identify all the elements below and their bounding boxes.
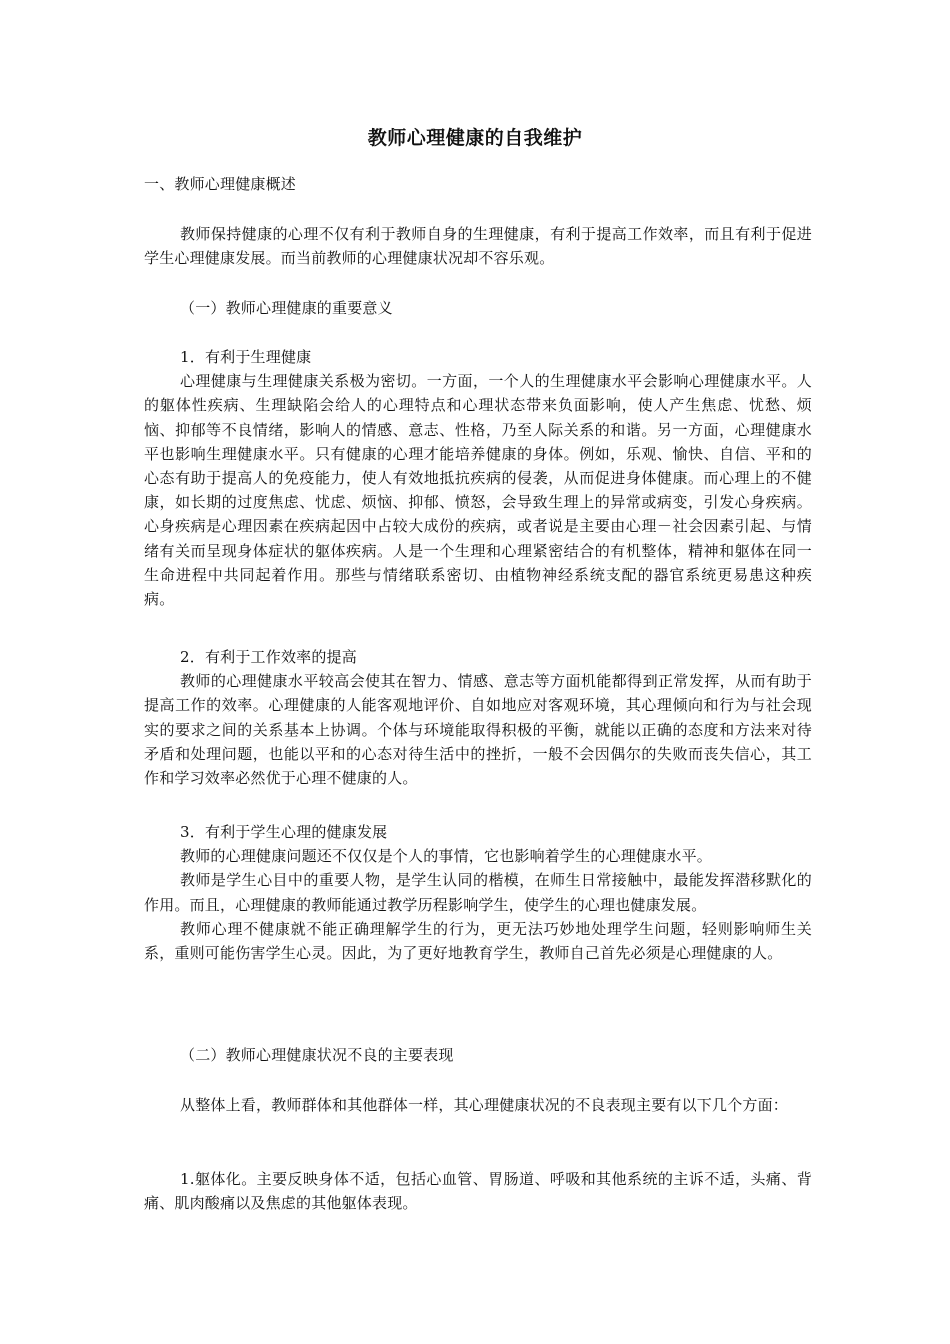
- subsection2-heading: （二）教师心理健康状况不良的主要表现: [180, 1046, 454, 1064]
- section1-heading-block: [144, 172, 812, 196]
- item3-paragraph-3: 教师心理不健康就不能正确理解学生的行为，更无法巧妙地处理学生问题，轻则影响师生关系，重则可能伤害学生心灵。因此，为了更好地教育学生，教师自己首先必须是心理健康的人。: [144, 919, 812, 963]
- subsection2-intro-block: [144, 1093, 812, 1117]
- item3-paragraph-2: 教师是学生心目中的重要人物，是学生认同的楷模，在师生日常接触中，最能发挥潜移默化的作用。而且，心理健康的教师能通过教学历程影响学生，使学生的心理也健康发展。: [144, 871, 812, 914]
- document-title: 教师心理健康的自我维护: [367, 127, 583, 149]
- item1-paragraph: 心理健康与生理健康关系极为密切。一方面，一个人的生理健康水平会影响心理健康水平。人的躯体性疾病、生理缺陷会给人的心理特点和心理状态带来负面影响，使人产生焦虑、忧愁、烦恼、抑郁等不良情绪，影响人的情感、意志、性格，乃至人际关系的和谐。另一方面，心理健康水平也影响生理健康水平。只有健康的心理才能培养健康的身体。例如，乐观、愉快、自信、平和的心态有助于提高人的免疫能力，使人有效地抵抗疾病的侵袭，从而促进身体健康。而心理上的不健康，如长期的过度焦虑、忧虑、烦恼、抑郁、愤怒，会导致生理上的异常或病变，引发心身疾病。心身疾病是心理因素在疾病起因中占较大成份的疾病，或者说是主要由心理－社会因素引起、与情绪有关而呈现身体症状的躯体疾病。人是一个生理和心理紧密结合的有机整体，精神和躯体在同一生命进程中共同起着作用。那些与情绪联系密切、由植物神经系统支配的器官系统更易患这种疾病。: [144, 372, 812, 609]
- subsection1-heading-block: [144, 296, 812, 320]
- section1-intro-paragraph: 教师保持健康的心理不仅有利于教师自身的生理健康，有利于提高工作效率，而且有利于促进学生心理健康发展。而当前教师的心理健康状况却不容乐观。: [144, 225, 812, 268]
- section1-intro-block: [144, 222, 812, 270]
- subsection1-heading: （一）教师心理健康的重要意义: [180, 299, 393, 317]
- section1-heading: 一、教师心理健康概述: [144, 175, 297, 193]
- item1-block: [144, 345, 812, 611]
- subsection2-item1-block: [144, 1167, 812, 1215]
- item3-block: [144, 820, 812, 965]
- subsection2-item1-paragraph: 1.躯体化。主要反映身体不适，包括心血管、胃肠道、呼吸和其他系统的主诉不适，头痛、背痛、肌肉酸痛以及焦虑的其他躯体表现。: [144, 1170, 812, 1213]
- subsection2-intro-paragraph: 从整体上看，教师群体和其他群体一样，其心理健康状况的不良表现主要有以下几个方面：: [180, 1096, 789, 1114]
- item3-paragraph-1: 教师的心理健康问题还不仅仅是个人的事情，它也影响着学生的心理健康水平。: [180, 847, 713, 866]
- item2-paragraph: 教师的心理健康水平较高会使其在智力、情感、意志等方面机能都得到正常发挥，从而有助于提高工作的效率。心理健康的人能客观地评价、自如地应对客观环境，其心理倾向和行为与社会现实的要求之间的关系基本上协调。个体与环境能取得积极的平衡，就能以正确的态度和方法来对待矛盾和处理问题，也能以平和的心态对待生活中的挫折，一般不会因偶尔的失败而丧失信心，其工作和学习效率必然优于心理不健康的人。: [144, 672, 812, 788]
- item3-heading: 3．有利于学生心理的健康发展: [180, 823, 388, 841]
- item1-heading: 1．有利于生理健康: [180, 348, 312, 366]
- item2-block: [144, 645, 812, 790]
- item2-heading: 2．有利于工作效率的提高: [180, 648, 357, 666]
- subsection2-heading-block: [144, 1043, 812, 1067]
